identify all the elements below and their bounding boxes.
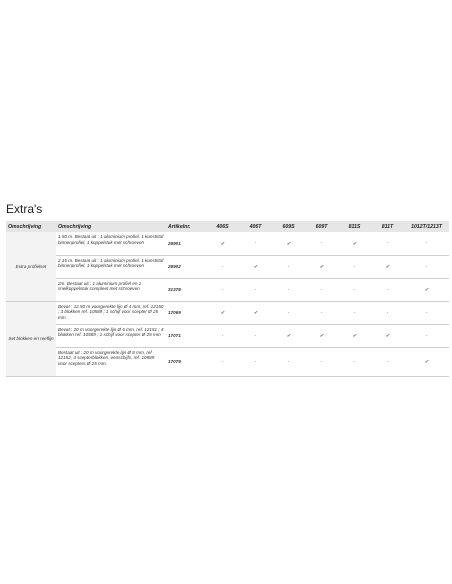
mark-cell: ✓	[253, 263, 258, 269]
mark-cell: -	[320, 309, 323, 316]
mark-cell: ✓	[424, 358, 429, 364]
header-article: Artikelnr.	[166, 221, 206, 232]
header-811t: 811T	[371, 221, 404, 232]
header-609t: 609T	[305, 221, 338, 232]
row-description: Bevat : 12.50 m voorgerekte lijn Ø 4 mm, ref. 12150 ; 3 blokken ref. 10589 ; 1 schijf voor scepter Ø 25 mm	[58, 303, 164, 320]
mark-cell: ✓	[253, 309, 258, 315]
mark-cell: -	[320, 286, 323, 293]
mark-cell: ✓	[319, 263, 324, 269]
mark-cell: -	[287, 286, 290, 293]
mark-cell: -	[287, 309, 290, 316]
row-article: 31378	[168, 286, 181, 292]
mark-cell: -	[425, 263, 428, 270]
mark-cell: ✓	[286, 240, 291, 246]
mark-cell: -	[221, 332, 224, 339]
row-description: 2.15 m. Bestaat uit : 1 aluminium profiel, 1 kunststof binnenprofiel, 1 koppelstuk met schroeven	[58, 257, 164, 268]
header-1012t-1213t: 1012T/1213T	[404, 221, 449, 232]
table-row	[6, 324, 449, 347]
mark-cell: -	[425, 309, 428, 316]
mark-cell: -	[254, 240, 257, 247]
table-row	[6, 232, 449, 255]
row-article: 17079	[168, 358, 181, 364]
mark-cell: ✓	[352, 332, 357, 338]
header-row	[6, 221, 449, 232]
table-row	[6, 278, 449, 301]
mark-cell: ✓	[385, 263, 390, 269]
mark-cell: -	[425, 240, 428, 247]
mark-cell: -	[221, 286, 224, 293]
row-article: 17071	[168, 332, 181, 338]
mark-cell: ✓	[352, 240, 357, 246]
group-label: Set blokken en reeflijn	[6, 301, 56, 376]
mark-cell: -	[221, 263, 224, 270]
mark-cell: ✓	[385, 332, 390, 338]
mark-cell: -	[353, 358, 356, 365]
mark-cell: -	[254, 332, 257, 339]
mark-cell: ✓	[220, 240, 225, 246]
header-description: Omschrijving	[56, 221, 166, 232]
mark-cell: -	[320, 240, 323, 247]
mark-cell: -	[287, 358, 290, 365]
mark-cell: -	[386, 286, 389, 293]
row-article: 17069	[168, 309, 181, 315]
row-description: 1.50 m. Bestaat uit : 1 aluminium profiel, 1 kunststof binnenprofiel, 1 koppelstuk met schroeven	[58, 234, 164, 245]
mark-cell: -	[254, 358, 257, 365]
mark-cell: ✓	[220, 309, 225, 315]
header-406s: 406S	[206, 221, 239, 232]
table-row	[6, 301, 449, 324]
row-description: 2m. Bestaat uit : 1 aluminium profiel en 1 snelkoppelstuk compleet met schroeven	[58, 280, 142, 291]
mark-cell: ✓	[286, 332, 291, 338]
mark-cell: -	[386, 358, 389, 365]
row-article: 26901	[168, 240, 181, 246]
header-609s: 609S	[272, 221, 305, 232]
mark-cell: -	[353, 309, 356, 316]
mark-cell: -	[425, 332, 428, 339]
header-811s: 811S	[338, 221, 371, 232]
group-label: Extra profielset	[6, 232, 56, 301]
mark-cell: -	[353, 286, 356, 293]
extras-table	[6, 221, 449, 377]
header-group: Omschrijving	[6, 221, 56, 232]
row-description: Bevat : 20 m voorgerekte lijn Ø 6 mm, ref. 12151 ; 4 blokken ref. 10589 ; 1 schijf voor scepter Ø 25 mm	[58, 326, 164, 337]
mark-cell: -	[353, 263, 356, 270]
table-row	[6, 347, 449, 376]
mark-cell: -	[254, 286, 257, 293]
row-article: 26902	[168, 263, 181, 269]
header-406t: 406T	[239, 221, 272, 232]
mark-cell: ✓	[319, 332, 324, 338]
mark-cell: -	[287, 263, 290, 270]
mark-cell: -	[221, 358, 224, 365]
mark-cell: -	[320, 358, 323, 365]
table-row	[6, 255, 449, 278]
mark-cell: ✓	[424, 286, 429, 292]
mark-cell: -	[386, 309, 389, 316]
mark-cell: -	[386, 240, 389, 247]
section-title: Extra's	[6, 202, 43, 216]
row-description: Bestaat uit : 20 m voorgerekte lijn Ø 8 mm, ref 12152, 4 scepterblokken, eenschijfs, ref. 10589 voor scepters Ø 25 mm.	[58, 349, 155, 366]
